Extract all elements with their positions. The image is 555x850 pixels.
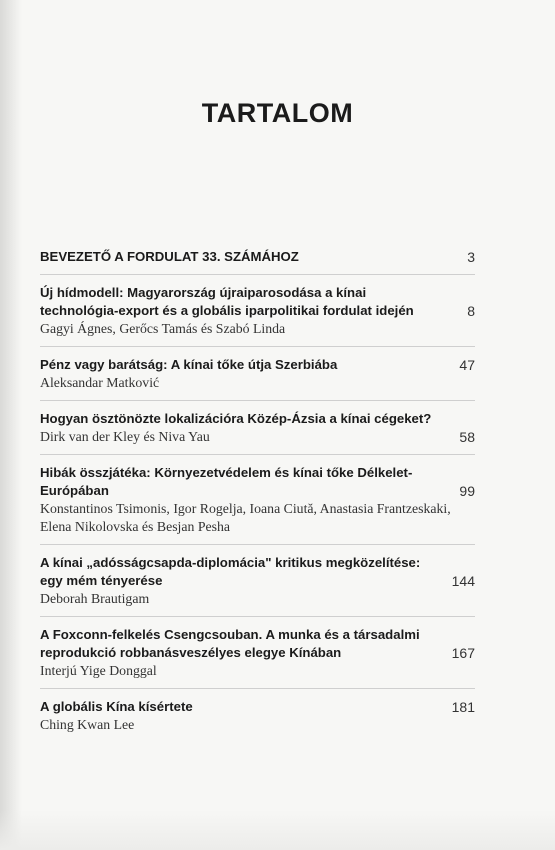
divider — [40, 400, 475, 401]
toc-entry[interactable] — [40, 356, 475, 392]
page-bottom-shadow — [0, 810, 555, 850]
entry-authors: Gagyi Ágnes, Gerőcs Tamás és Szabó Linda — [40, 321, 286, 336]
entry-title: Hibák összjátéka: Környezetvédelem és kínai tőke Délkelet-Európában — [40, 465, 413, 498]
entry-title: BEVEZETŐ A FORDULAT 33. SZÁMÁHOZ — [40, 249, 299, 264]
toc-entry[interactable] — [40, 248, 475, 266]
toc-entry[interactable] — [40, 464, 475, 536]
entry-title: A Foxconn-felkelés Csengcsouban. A munka és a társadalmi reprodukció robbanásveszélyes elegye Kínában — [40, 627, 420, 660]
table-of-contents — [40, 248, 475, 734]
entry-authors: Interjú Yige Donggal — [40, 663, 157, 678]
entry-title: A kínai „adósságcsapda-diplomácia" kritikus megközelítése: egy mém tényerése — [40, 555, 421, 588]
entry-authors: Dirk van der Kley és Niva Yau — [40, 429, 210, 444]
divider — [40, 346, 475, 347]
toc-entry[interactable] — [40, 410, 475, 446]
entry-title: A globális Kína kísértete — [40, 699, 193, 714]
entry-page-number: 8 — [467, 303, 475, 319]
entry-page-number: 167 — [451, 645, 475, 661]
entry-page-number: 99 — [459, 483, 475, 499]
entry-authors: Deborah Brautigam — [40, 591, 150, 606]
entry-authors: Ching Kwan Lee — [40, 717, 135, 732]
toc-entry[interactable] — [40, 284, 475, 338]
divider — [40, 544, 475, 545]
toc-entry[interactable] — [40, 698, 475, 734]
toc-entry[interactable] — [40, 554, 475, 608]
entry-title: Pénz vagy barátság: A kínai tőke útja Szerbiába — [40, 357, 338, 372]
entry-page-number: 144 — [451, 573, 475, 589]
entry-page-number: 58 — [459, 429, 475, 445]
entry-title: Hogyan ösztönözte lokalizációra Közép-Ázsia a kínai cégeket? — [40, 411, 432, 426]
divider — [40, 274, 475, 275]
entry-page-number: 3 — [467, 249, 475, 265]
divider — [40, 688, 475, 689]
entry-page-number: 181 — [451, 699, 475, 715]
page-title: TARTALOM — [201, 98, 354, 129]
entry-title: Új hídmodell: Magyarország újraiparosodása a kínai technológia-export és a globális iparpolitikai fordulat idején — [40, 285, 414, 318]
divider — [40, 454, 475, 455]
entry-authors: Aleksandar Matković — [40, 375, 160, 390]
divider — [40, 616, 475, 617]
entry-page-number: 47 — [459, 357, 475, 373]
toc-entry[interactable] — [40, 626, 475, 680]
entry-authors: Konstantinos Tsimonis, Igor Rogelja, Ioana Ciută, Anastasia Frantzeskaki, Elena Nikolovska és Besjan Pesha — [40, 501, 451, 534]
